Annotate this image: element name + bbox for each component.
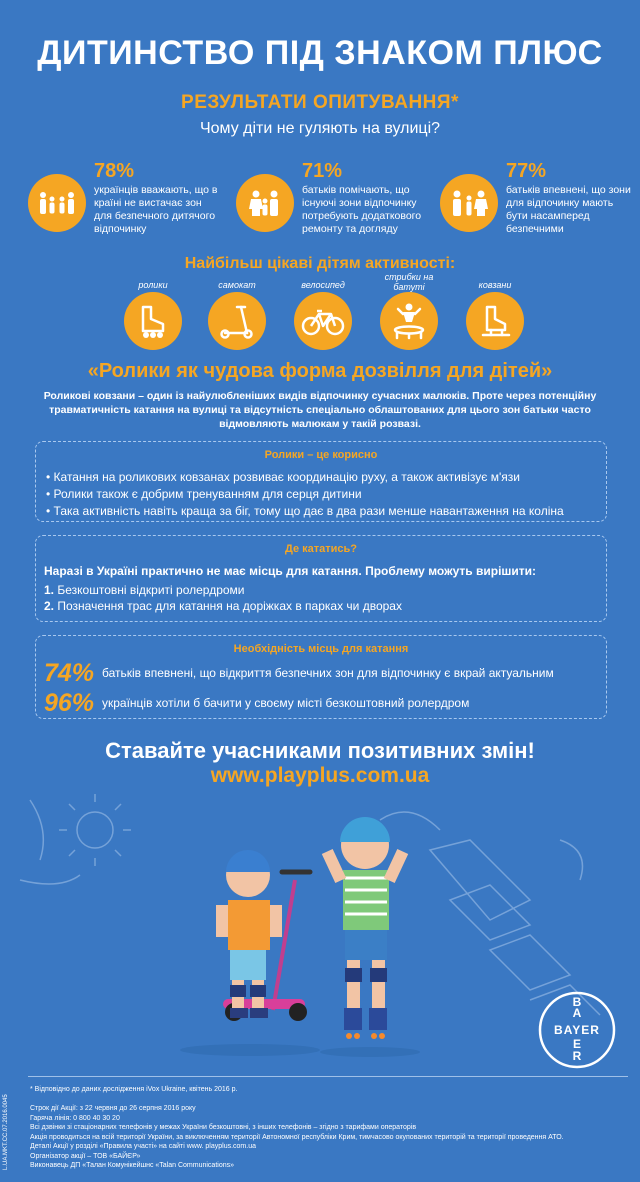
bicycle-icon xyxy=(294,292,352,350)
need-percent: 96% xyxy=(44,689,95,717)
need-text: українців хотіли б бачити у своєму місті безкоштовний ролердром xyxy=(102,696,470,710)
family-safety-icon xyxy=(440,174,498,232)
footer-line: Організатор акції – ТОВ «БАЙЄР» xyxy=(30,1152,141,1160)
stat-text: українців вважають, що в країні не вистачає зон для безпечного дитячого відпочинку xyxy=(94,184,218,235)
list-text: Позначення трас для катання на доріжках в парках чи дворах xyxy=(57,599,402,613)
need-item xyxy=(44,689,606,719)
page-title: ДИТИНСТВО ПІД ЗНАКОМ ПЛЮС xyxy=(37,34,603,72)
roller-skate-icon xyxy=(124,292,182,350)
activity-label: стрибки на батуті xyxy=(384,272,434,292)
activity-label: велосипед xyxy=(301,280,345,290)
stat-block xyxy=(236,160,436,240)
footer-line: Гаряча лінія: 0 800 40 30 20 xyxy=(30,1114,120,1122)
website-link[interactable]: www.playplus.com.ua xyxy=(210,764,430,787)
stat-percent: 71% xyxy=(302,160,343,182)
need-percent: 74% xyxy=(44,659,95,687)
survey-heading: РЕЗУЛЬТАТИ ОПИТУВАННЯ* xyxy=(181,92,459,113)
need-text: батьків впевнені, що відкриття безпечних зон для відпочинку є вкрай актуальним xyxy=(102,666,554,680)
footer-divider xyxy=(28,1076,628,1077)
document-code: L.UA.MKT.CC.07.2016.0045 xyxy=(3,1094,9,1170)
activities-heading: Найбільш цікаві дітям активності: xyxy=(184,255,456,272)
activity-scooter xyxy=(202,280,272,350)
list-item xyxy=(44,582,606,598)
trampoline-icon xyxy=(380,292,438,350)
call-to-action: Ставайте учасниками позитивних змін! xyxy=(105,738,535,763)
list-number: 2. xyxy=(44,599,55,613)
list-item: • Така активність навіть краща за біг, тому що дає в два рази менше навантаження на коліна xyxy=(46,503,606,520)
activity-ice-skates xyxy=(460,280,530,350)
where-list xyxy=(44,582,606,614)
footer-line: Деталі Акції у розділі «Правила участі» на сайті www. playplus.com.ua xyxy=(30,1143,256,1150)
benefits-list xyxy=(46,469,606,520)
rollers-intro: Роликові ковзани – один із найулюбленіших видів відпочинку сучасних малюків. Проте через потенційну травматичність катання на вулиці та відсутність спеціально облаштованих для цього зон батьки часто відмовляють малюкам у такій розвазі. xyxy=(43,390,597,430)
boy-with-scooter xyxy=(180,850,320,1056)
svg-text:BAYER: BAYER xyxy=(554,1023,600,1037)
where-lead: Наразі в Україні практично не має місць для катання. Проблему можуть вирішити: xyxy=(44,564,537,578)
list-number: 1. xyxy=(44,583,55,597)
footnote: * Відповідно до даних дослідження iVox Ukraine, квітень 2016 р. xyxy=(30,1086,238,1093)
footer-line: Строк дії Акції: з 22 червня до 26 серпня 2016 року xyxy=(30,1105,196,1112)
parent-child-icon xyxy=(236,174,294,232)
svg-text:R: R xyxy=(572,1049,582,1063)
need-box xyxy=(35,635,607,719)
benefits-box xyxy=(35,441,607,522)
stat-text: батьків впевнені, що зони для відпочинку мають бути насамперед безпечними xyxy=(506,184,631,235)
list-item: • Катання на роликових ковзанах розвиває координацію руху, а також активізує м'язи xyxy=(46,469,606,486)
rollers-title: «Ролики як чудова форма дозвілля для дітей» xyxy=(87,360,553,382)
list-item: • Ролики також є добрим тренуванням для серця дитини xyxy=(46,486,606,503)
where-box xyxy=(35,535,607,622)
ice-skate-icon xyxy=(466,292,524,350)
stat-percent: 77% xyxy=(506,160,547,182)
footer-line: Акція проводиться на всій території України, за виключенням території Автономної республіки Крим, тимчасово окупованих територій та території проведення АТО. xyxy=(30,1133,564,1141)
need-title: Необхідність місць для катання xyxy=(233,643,409,655)
svg-text:E: E xyxy=(572,1037,582,1051)
family-icon xyxy=(28,174,86,232)
svg-text:A: A xyxy=(572,1006,582,1020)
stat-block xyxy=(28,160,228,240)
footer-line: Всі дзвінки зі стаціонарних телефонів у межах України безкоштовні, з інших телефонів – згідно з тарифами операторів xyxy=(30,1124,417,1131)
stat-percent: 78% xyxy=(94,160,135,182)
activity-label: ролики xyxy=(138,280,168,290)
list-text: Безкоштовні відкриті ролердроми xyxy=(57,583,245,597)
activity-rollers xyxy=(118,280,188,350)
activity-trampoline xyxy=(374,272,444,350)
list-item xyxy=(44,598,606,614)
footer-line: Виконавець ДП «Талан Комунікейшнс «Talan Communications» xyxy=(30,1162,235,1169)
girl-on-rollers xyxy=(320,817,420,1057)
activity-bicycle xyxy=(288,280,358,350)
need-item xyxy=(44,659,606,689)
where-title: Де кататись? xyxy=(284,543,358,555)
activity-label: самокат xyxy=(218,280,256,290)
footer-legal xyxy=(30,1104,620,1171)
activity-label: ковзани xyxy=(478,280,512,290)
stat-block xyxy=(440,160,640,240)
benefits-title: Ролики – це корисно xyxy=(264,449,378,461)
bayer-logo xyxy=(537,990,617,1075)
survey-question: Чому діти не гуляють на вулиці? xyxy=(199,120,441,137)
scooter-icon xyxy=(208,292,266,350)
svg-text:B: B xyxy=(572,995,582,1009)
stat-text: батьків помічають, що існуючі зони відпочинку потребують додаткового ремонту та догляду xyxy=(302,184,422,235)
